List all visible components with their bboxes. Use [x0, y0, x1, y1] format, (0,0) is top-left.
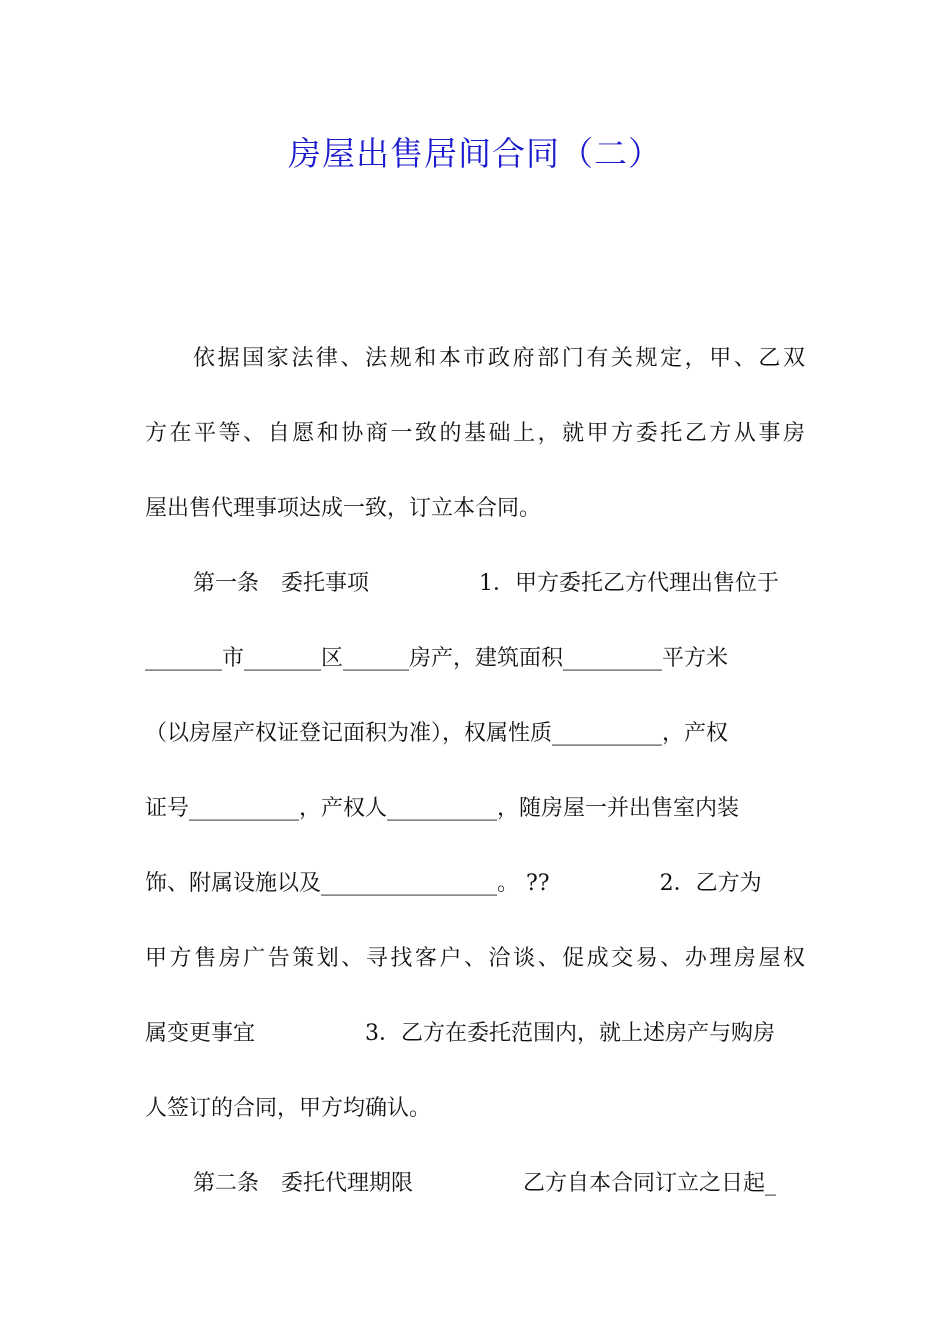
paragraph-line: 属变更事宜 3．乙方在委托范围内，就上述房产与购房 [145, 1021, 775, 1046]
paragraph-line: 依据国家法律、法规和本市政府部门有关规定，甲、乙双 [193, 346, 805, 371]
paragraph-line: 证号__________，产权人__________，随房屋一并出售室内装 [145, 796, 740, 821]
article-2-line: 第二条 委托代理期限 乙方自本合同订立之日起_ [193, 1171, 777, 1196]
paragraph-line: 甲方售房广告策划、寻找客户、洽谈、促成交易、办理房屋权 [145, 946, 805, 971]
article-1-line: 第一条 委托事项 1．甲方委托乙方代理出售位于 [193, 571, 779, 596]
paragraph-line: 方在平等、自愿和协商一致的基础上，就甲方委托乙方从事房 [145, 421, 805, 446]
document-title: 房屋出售居间合同（二） [288, 134, 662, 173]
paragraph-line: 饰、附属设施以及________________。 ?? 2．乙方为 [145, 871, 762, 896]
paragraph-line: 屋出售代理事项达成一致，订立本合同。 [145, 496, 542, 521]
paragraph-line: _______市_______区______房产，建筑面积_________平方米 [145, 646, 729, 671]
paragraph-line: （以房屋产权证登记面积为准），权属性质__________，产权 [145, 721, 729, 746]
paragraph-line: 人签订的合同，甲方均确认。 [145, 1096, 432, 1121]
